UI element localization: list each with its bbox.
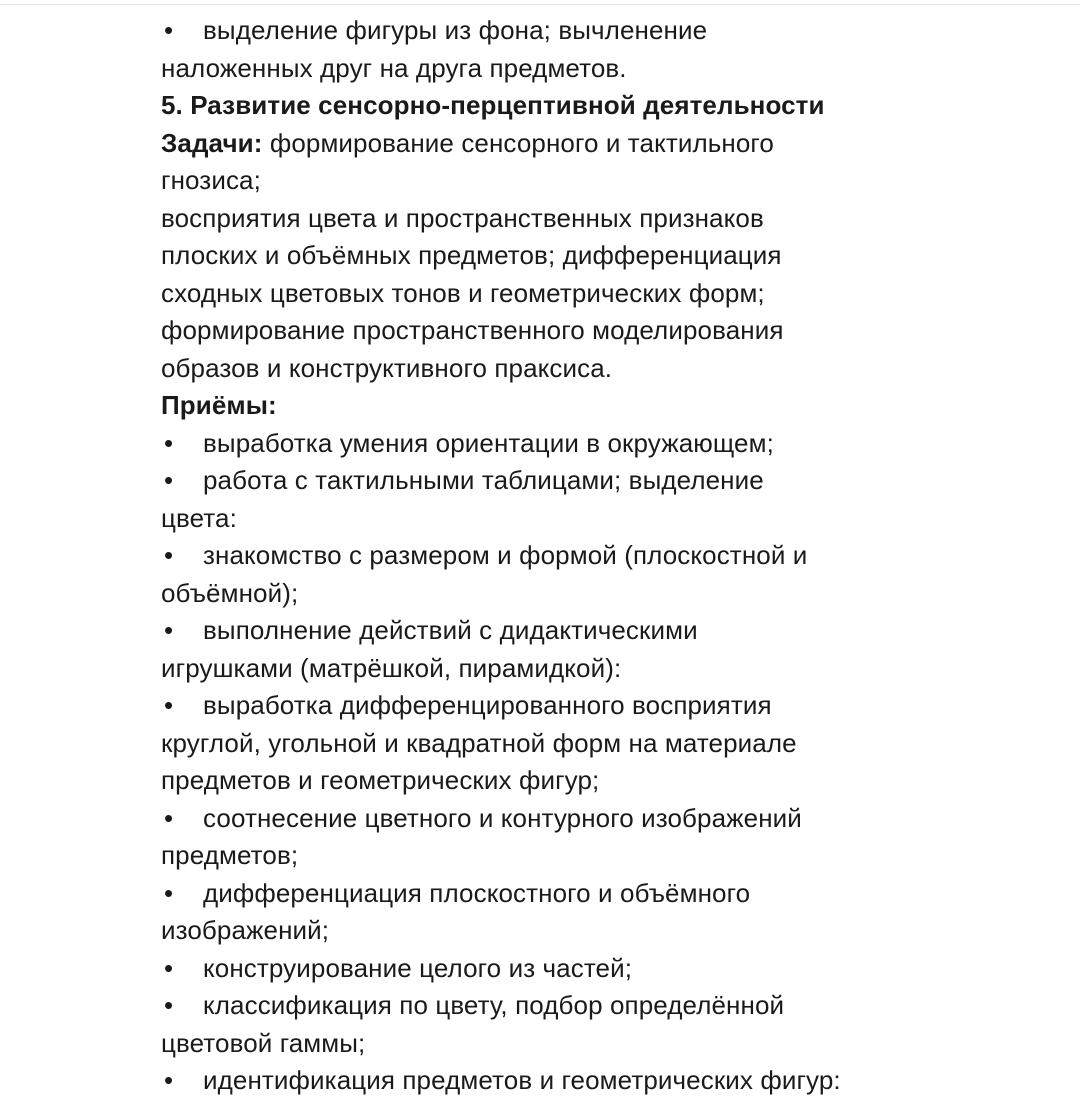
tasks-text-line: плоских и объёмных предметов; дифференциация [161, 240, 782, 270]
bullet-icon: • [164, 15, 174, 45]
bullet-icon: • [164, 1065, 174, 1095]
list-item-text: знакомство с размером и формой (плоскостной и [203, 540, 808, 570]
tasks-paragraph-first-line [161, 125, 1061, 163]
list-item [161, 462, 1061, 500]
list-item-continuation: круглой, угольной и квадратной форм на материале [161, 727, 797, 758]
list-item [161, 875, 1061, 913]
bullet-icon: • [164, 465, 174, 495]
list-item [161, 800, 1061, 838]
bullet-icon: • [164, 952, 174, 983]
bullet-icon: • [164, 690, 174, 720]
list-item-text: выработка умения ориентации в окружающем; [203, 427, 774, 458]
list-item-continuation: изображений; [161, 915, 330, 945]
list-item [161, 612, 1061, 650]
tasks-text-line: восприятия цвета и пространственных признаков [161, 202, 764, 233]
list-item-text: соотнесение цветного и контурного изображений [203, 802, 802, 833]
bullet-icon: • [164, 540, 174, 570]
section-heading: 5. Развитие сенсорно-перцептивной деятельности [161, 90, 825, 120]
list-item-text: выполнение действий с дидактическими [203, 615, 698, 645]
list-item-continuation: объёмной); [161, 577, 299, 608]
tasks-text-line: образов и конструктивного праксиса. [161, 352, 613, 383]
tasks-text-line: сходных цветовых тонов и геометрических форм; [161, 277, 765, 308]
list-item-text: дифференциация плоскостного и объёмного [203, 877, 751, 908]
list-item-continuation: предметов и геометрических фигур; [161, 765, 600, 795]
list-item-text: работа с тактильными таблицами; выделение [203, 465, 764, 495]
list-item-continuation: игрушками (матрёшкой, пирамидкой): [161, 652, 622, 683]
list-item-text: выработка дифференцированного восприятия [203, 690, 772, 720]
tasks-label: Задачи: [161, 127, 263, 158]
list-item-text: классификация по цвету, подбор определённой [203, 990, 785, 1020]
methods-label: Приёмы: [161, 390, 277, 420]
tasks-text-line: формирование пространственного моделирования [161, 315, 784, 345]
list-item [161, 425, 1061, 463]
list-item [161, 950, 1061, 988]
list-item [161, 12, 1061, 50]
list-item-text: конструирование целого из частей; [203, 952, 633, 983]
document-page [161, 12, 1061, 1100]
bullet-icon: • [164, 802, 174, 833]
list-item-continuation: цвета: [161, 502, 237, 533]
list-item-continuation: наложенных друг на друга предметов. [161, 52, 627, 83]
list-item-text: выделение фигуры из фона; вычленение [203, 15, 708, 45]
bullet-icon: • [164, 427, 174, 458]
list-item [161, 687, 1061, 725]
bullet-icon: • [164, 990, 174, 1020]
bullet-icon: • [164, 877, 174, 908]
list-item [161, 987, 1061, 1025]
methods-list [161, 425, 1061, 1100]
list-item-continuation: цветовой гаммы; [161, 1027, 366, 1058]
tasks-text: формирование сенсорного и тактильного [262, 127, 774, 158]
list-item [161, 537, 1061, 575]
list-item [161, 1062, 1061, 1100]
bullet-icon: • [164, 615, 174, 645]
list-item-continuation: предметов; [161, 840, 299, 870]
top-divider [0, 4, 1080, 5]
list-item-text: идентификация предметов и геометрических фигур: [203, 1065, 841, 1095]
tasks-text-line: гнозиса; [161, 165, 261, 195]
